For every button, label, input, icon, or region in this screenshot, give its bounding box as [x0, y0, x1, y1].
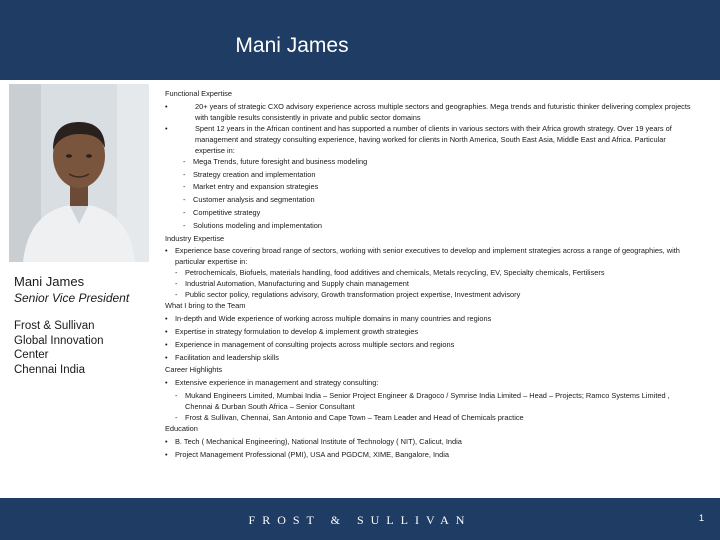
org-line: Frost & Sullivan: [14, 320, 95, 332]
team-value-section: [165, 300, 697, 364]
sub-list-item: - Competitive strategy: [165, 207, 697, 220]
list-item: • Extensive experience in management and strategy consulting:: [165, 377, 697, 390]
title-bar: [0, 0, 720, 80]
list-item: • Facilitation and leadership skills: [165, 352, 697, 365]
section-title: What I bring to the Team: [165, 301, 246, 311]
list-item: • Project Management Professional (PMI), USA and PGDCM, XIME, Bangalore, India: [165, 449, 697, 462]
sub-list-item: - Frost & Sullivan, Chennai, San Antonio and Cape Town – Team Leader and Head of Chemicals practice: [165, 412, 697, 423]
sub-list-item: - Petrochemicals, Biofuels, materials handling, food additives and chemicals, Metals recycling, EV, Specialty chemicals, Fertilisers: [165, 267, 697, 278]
list-item: • Spent 12 years in the African continent and has supported a number of clients in various sectors with their Africa growth strategy. Over 19 years of management and strategy consulting experience, having worked for clients in North America, South East Asia, Middle East and Africa. Particular expertise in:: [165, 123, 697, 156]
org-line: Chennai India: [14, 363, 85, 376]
sub-list-item: - Strategy creation and implementation: [165, 169, 697, 182]
section-title: Career Highlights: [165, 365, 223, 375]
profile-photo: [9, 84, 149, 262]
list-item: • Expertise in strategy formulation to develop & implement growth strategies: [165, 326, 697, 339]
organization-block: [14, 319, 154, 377]
section-title: Industry Expertise: [165, 233, 225, 243]
list-item: • Experience in management of consulting projects across multiple sectors and regions: [165, 339, 697, 352]
functional-expertise-section: [165, 88, 697, 233]
section-title: Education: [165, 423, 198, 433]
sub-list-item: - Solutions modeling and implementation: [165, 220, 697, 233]
footer-bar: [0, 498, 720, 540]
sub-list-item: - Public sector policy, regulations advisory, Growth transformation project expertise, Investment advisory: [165, 289, 697, 300]
industry-expertise-section: [165, 233, 697, 301]
list-item: • 20+ years of strategic CXO advisory experience across multiple sectors and geographies. Mega trends and futuristic thinker delivering complex projects with tangible results consistently in private and public sector domains: [165, 101, 697, 123]
org-line: Global Innovation: [14, 334, 104, 347]
education-section: [165, 423, 697, 461]
sub-list-item: - Industrial Automation, Manufacturing and Supply chain management: [165, 278, 697, 289]
sub-list-item: - Customer analysis and segmentation: [165, 194, 697, 207]
person-name: Mani James: [14, 274, 85, 289]
list-item: • Experience base covering broad range of sectors, working with senior executives to develop and implement strategies across a range of geographies, with particular expertise in:: [165, 245, 697, 267]
sub-list-item: - Market entry and expansion strategies: [165, 181, 697, 194]
org-line: Center: [14, 349, 49, 361]
sub-list-item: - Mega Trends, future foresight and business modeling: [165, 156, 697, 169]
company-logo-text: FROST & SULLIVAN: [248, 513, 472, 527]
list-item: • B. Tech ( Mechanical Engineering), National Institute of Technology ( NIT), Calicut, India: [165, 436, 697, 449]
page-number: 1: [698, 513, 704, 523]
person-role: Senior Vice President: [14, 291, 130, 305]
list-item: • In-depth and Wide experience of working across multiple domains in many countries and regions: [165, 313, 697, 326]
career-highlights-section: [165, 364, 697, 423]
sub-list-item: - Mukand Engineers Limited, Mumbai India – Senior Project Engineer & Dragoco / Symrise India Limited – Head – Projects; Ramco Systems Limited , Chennai & Durban South Africa – Senior Consultant: [165, 390, 697, 412]
profile-summary: [14, 274, 154, 377]
section-title: Functional Expertise: [165, 89, 232, 98]
page-title: Mani James: [235, 34, 349, 57]
profile-content: [165, 88, 697, 461]
person-photo-illustration: [9, 84, 149, 262]
